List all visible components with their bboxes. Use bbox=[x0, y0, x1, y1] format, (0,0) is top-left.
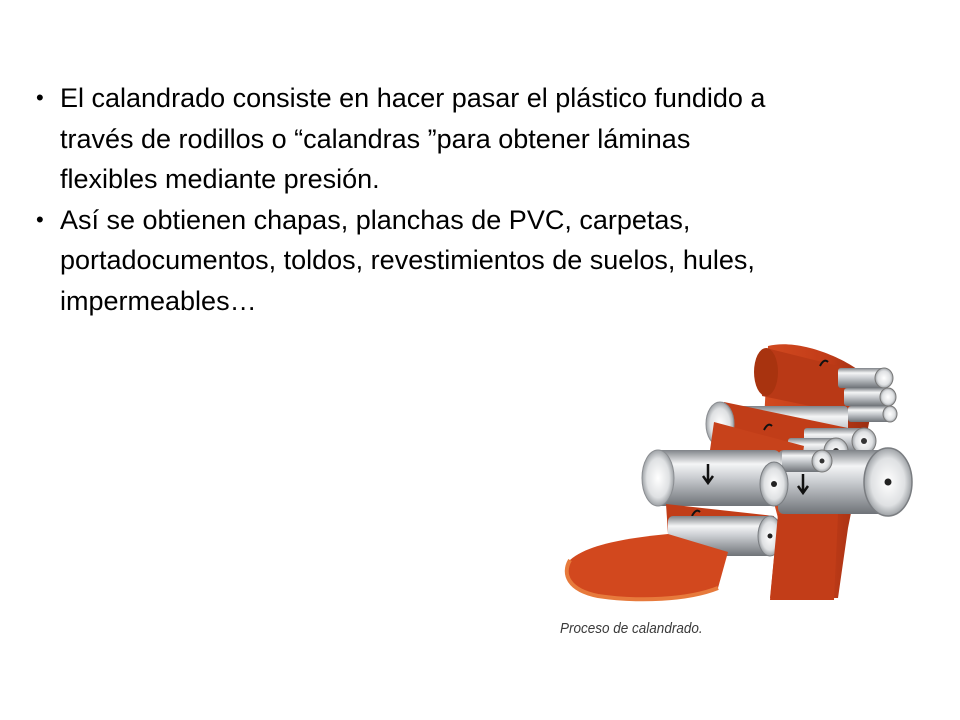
figure-caption: Proceso de calandrado. bbox=[560, 620, 703, 637]
top-roller-end bbox=[754, 348, 778, 396]
bullet-line: portadocumentos, toldos, revestimientos de suelos, hules, bbox=[60, 245, 755, 275]
bullet-line: El calandrado consiste en hacer pasar el plástico fundido a bbox=[60, 83, 766, 113]
bullet-marker: • bbox=[36, 206, 44, 232]
calendering-illustration bbox=[548, 338, 920, 660]
bullet-line: impermeables… bbox=[60, 285, 257, 316]
front-roller-left-end bbox=[642, 450, 674, 506]
sheet-exit bbox=[770, 514, 838, 600]
bullet-line: flexibles mediante presión. bbox=[60, 164, 380, 194]
rollers-near-large bbox=[782, 450, 832, 472]
bullet-list bbox=[36, 78, 916, 321]
bullet-marker: • bbox=[36, 85, 44, 110]
bullet-item bbox=[36, 78, 916, 200]
calendering-drawing bbox=[548, 338, 920, 660]
bullet-line: Así se obtienen chapas, planchas de PVC, carpetas, bbox=[60, 204, 691, 235]
bullet-line: través de rodillos o “calandras ”para obtener láminas bbox=[60, 123, 691, 154]
bullet-item bbox=[36, 200, 916, 322]
